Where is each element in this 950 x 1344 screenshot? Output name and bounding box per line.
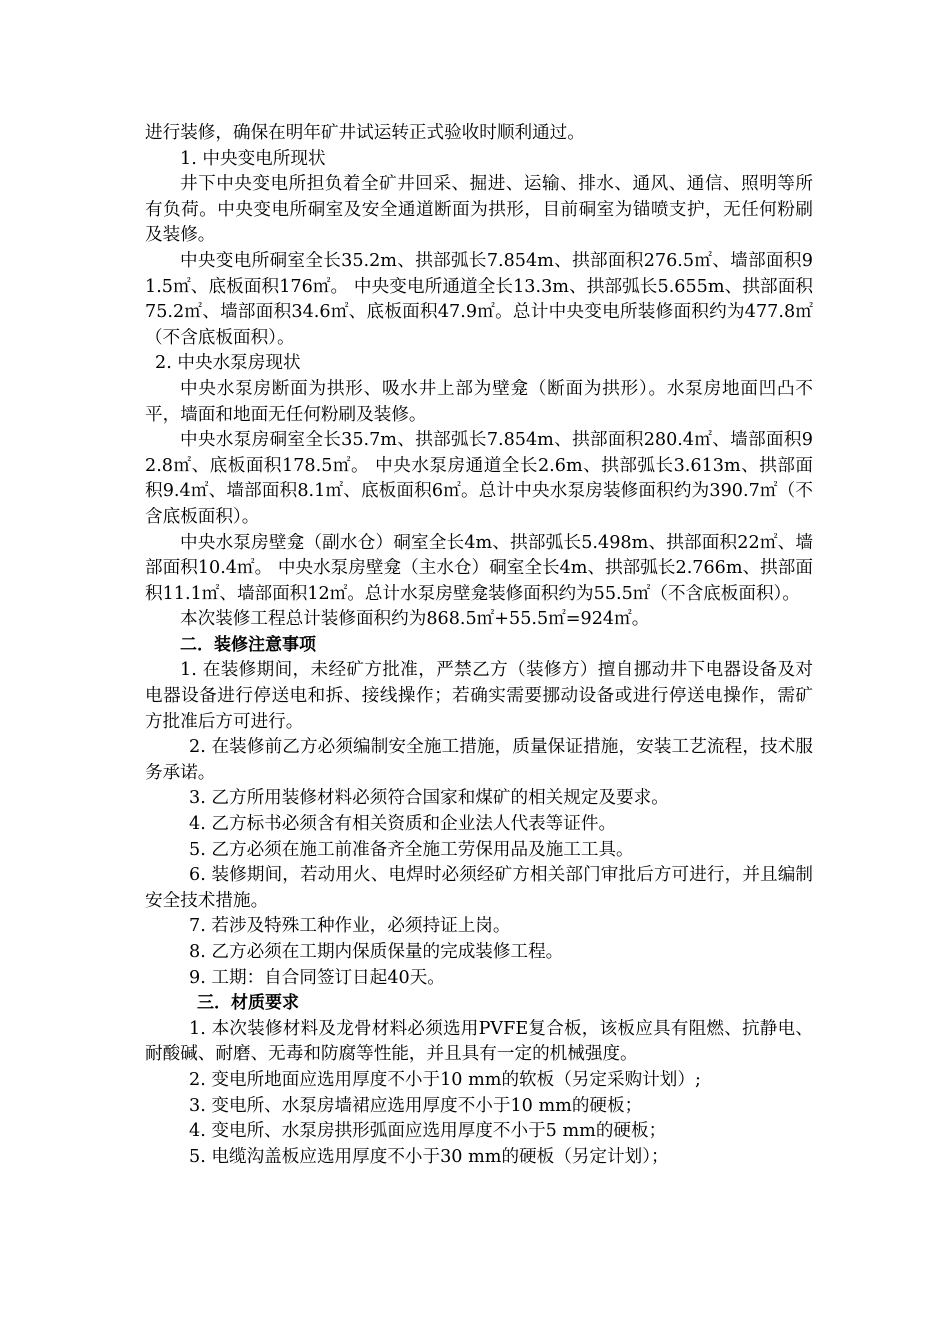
heading-material-requirements: 三．材质要求 bbox=[197, 993, 299, 1014]
precaution-item-8: 8. 乙方必须在工期内保质保量的完成装修工程。 bbox=[189, 942, 564, 962]
material-item-2: 2. 变电所地面应选用厚度不小于10 mm的软板（另定采购计划）; bbox=[189, 1069, 701, 1090]
material-item-3: 3. 变电所、水泵房墙裙应选用厚度不小于10 mm的硬板； bbox=[189, 1095, 643, 1116]
paragraph-substation-dimensions: 中央变电所硐室全长35.2m、拱部弧长7.854m、拱部面积276.5㎡、墙部面积91.5㎡、底板面积176㎡。 中央变电所通道全长13.3m、拱部弧长5.655m、拱部面积75.2㎡、墙部面积34.6㎡、底板面积47.9㎡。总计中央变电所装修面积约为477.8㎡（不含底板面积）。 bbox=[145, 250, 813, 348]
precaution-item-1: 1. 在装修期间，未经矿方批准，严禁乙方（装修方）擅自挪动井下电器设备及对电器设备进行停送电和拆、接线操作；若确实需要挪动设备或进行停送电操作，需矿方批准后方可进行。 bbox=[145, 660, 813, 732]
precaution-item-7: 7. 若涉及特殊工种作业，必须持证上岗。 bbox=[189, 916, 511, 937]
heading-precautions: 二．装修注意事项 bbox=[180, 634, 316, 655]
precaution-item-6: 6. 装修期间，若动用火、电焊时必须经矿方相关部门审批后方可进行，并且编制安全技术措施。 bbox=[145, 865, 813, 911]
precaution-item-5: 5. 乙方必须在施工前准备齐全施工劳保用品及施工工具。 bbox=[189, 839, 634, 860]
material-item-5: 5. 电缆沟盖板应选用厚度不小于30 mm的硬板（另定计划）； bbox=[189, 1146, 669, 1167]
paragraph-substation-description: 井下中央变电所担负着全矿井回采、掘进、运输、排水、通风、通信、照明等所有负荷。中央变电所硐室及安全通道断面为拱形，目前硐室为锚喷支护，无任何粉刷及装修。 bbox=[145, 174, 813, 246]
material-item-1: 1. 本次装修材料及龙骨材料必须选用PVFE复合板，该板应具有阻燃、抗静电、耐酸碱、耐磨、无毒和防腐等性能，并且具有一定的机械强度。 bbox=[145, 1018, 813, 1065]
precaution-item-4: 4. 乙方标书必须含有相关资质和企业法人代表等证件。 bbox=[189, 814, 617, 835]
paragraph-pump-room-description: 中央水泵房断面为拱形、吸水井上部为壁龛（断面为拱形）。水泵房地面凹凸不平，墙面和地面无任何粉刷及装修。 bbox=[145, 378, 813, 425]
precaution-item-3: 3. 乙方所用装修材料必须符合国家和煤矿的相关规定及要求。 bbox=[189, 788, 669, 809]
section-heading-substation-status: 1. 中央变电所现状 bbox=[180, 148, 326, 169]
precaution-item-9: 9. 工期：自合同签订日起40天。 bbox=[189, 967, 445, 988]
paragraph-niche-dimensions: 中央水泵房壁龛（副水仓）硐室全长4m、拱部弧长5.498m、拱部面积22㎡、墙部面积10.4㎡。 中央水泵房壁龛（主水仓）硐室全长4m、拱部弧长2.766m、拱部面积11.1㎡、墙部面积12㎡。总计水泵房壁龛装修面积约为55.5㎡（不含底板面积）。 bbox=[145, 532, 813, 604]
paragraph-pump-room-dimensions: 中央水泵房硐室全长35.7m、拱部弧长7.854m、拱部面积280.4㎡、墙部面积92.8㎡、底板面积178.5㎡。 中央水泵房通道全长2.6m、拱部弧长3.613m、拱部面积9.4㎡、墙部面积8.1㎡、底板面积6㎡。总计中央水泵房装修面积约为390.7㎡（不含底板面积）。 bbox=[145, 430, 813, 527]
paragraph-1: 进行装修，确保在明年矿井试运转正式验收时顺利通过。 bbox=[145, 123, 585, 143]
material-item-4: 4. 变电所、水泵房拱形弧面应选用厚度不小于5 mm的硬板； bbox=[189, 1121, 667, 1142]
section-heading-pump-room-status: 2. 中央水泵房现状 bbox=[155, 353, 301, 374]
precaution-item-2: 2. 在装修前乙方必须编制安全施工措施，质量保证措施，安装工艺流程，技术服务承诺。 bbox=[145, 737, 813, 783]
paragraph-total-area: 本次装修工程总计装修面积约为868.5㎡+55.5㎡=924㎡。 bbox=[180, 609, 650, 630]
document-page bbox=[145, 121, 813, 1170]
